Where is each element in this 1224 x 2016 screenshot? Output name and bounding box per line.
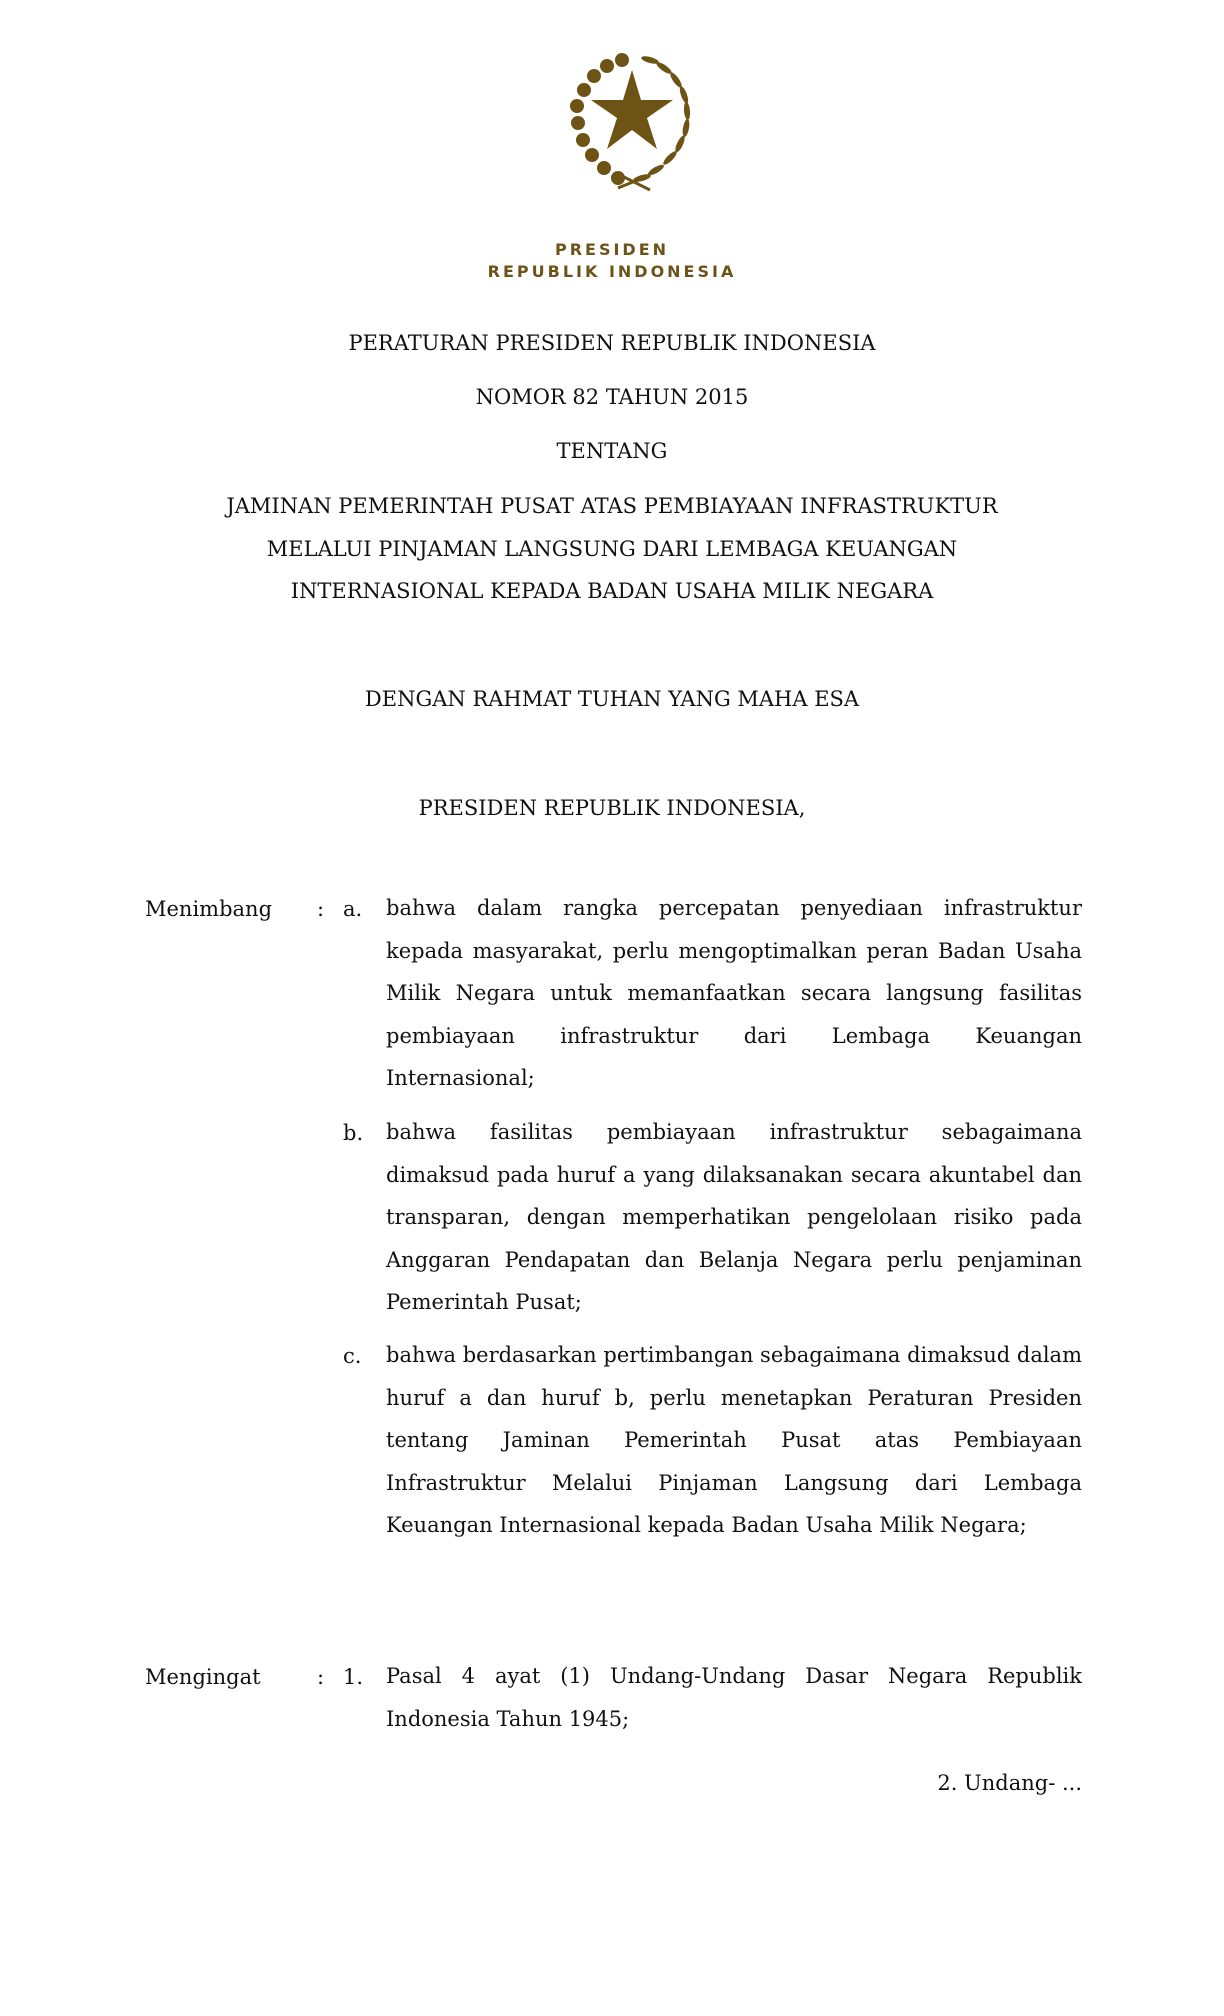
- item-text: Pasal 4 ayat (1) Undang-Undang Dasar Negara Republik Indonesia Tahun 1945;: [386, 1664, 1082, 1731]
- regulation-tentang: TENTANG: [556, 439, 668, 463]
- regulation-number: NOMOR 82 TAHUN 2015: [475, 385, 749, 409]
- item-text: bahwa fasilitas pembiayaan infrastruktur sebagaimana dimaksud pada huruf a yang dilaksanakan secara akuntabel dan transparan, dengan memperhatikan pengelolaan risiko pada Anggaran Pendapatan dan Belanja Negara perlu penjaminan Pemerintah Pusat;: [386, 1120, 1082, 1314]
- letterhead-presiden: PRESIDEN: [554, 240, 670, 259]
- presidential-emblem-icon: [552, 48, 712, 200]
- item-text: bahwa berdasarkan pertimbangan sebagaimana dimaksud dalam huruf a dan huruf b, perlu menetapkan Peraturan Presiden tentang Jaminan Pemerintah Pusat atas Pembiayaan Infrastruktur Melalui Pinjaman Langsung dari Lembaga Keuangan Internasional kepada Badan Usaha Milik Negara;: [386, 1343, 1082, 1537]
- item-number: a.: [343, 897, 363, 921]
- regulation-subject-line: MELALUI PINJAMAN LANGSUNG DARI LEMBAGA KEUANGAN: [266, 537, 958, 561]
- item-number: c.: [343, 1344, 362, 1368]
- colon: :: [317, 897, 325, 921]
- item-number: b.: [343, 1121, 364, 1145]
- regulation-subject-line: JAMINAN PEMERINTAH PUSAT ATAS PEMBIAYAAN INFRASTRUKTUR: [226, 494, 998, 518]
- authority: PRESIDEN REPUBLIK INDONESIA,: [418, 796, 806, 820]
- invocation: DENGAN RAHMAT TUHAN YANG MAHA ESA: [364, 687, 860, 711]
- mengingat-label: Mengingat: [145, 1665, 261, 1689]
- menimbang-label: Menimbang: [145, 897, 273, 921]
- item-text: bahwa dalam rangka percepatan penyediaan infrastruktur kepada masyarakat, perlu mengoptimalkan peran Badan Usaha Milik Negara untuk memanfaatkan secara langsung fasilitas pembiayaan infrastruktur dari Lembaga Keuangan Internasional;: [386, 896, 1082, 1090]
- page-continuation: 2. Undang- ...: [937, 1771, 1082, 1795]
- regulation-subject-line: INTERNASIONAL KEPADA BADAN USAHA MILIK NEGARA: [290, 579, 934, 603]
- regulation-title: PERATURAN PRESIDEN REPUBLIK INDONESIA: [348, 331, 876, 355]
- letterhead-republik-indonesia: REPUBLIK INDONESIA: [487, 262, 737, 281]
- item-number: 1.: [343, 1665, 364, 1689]
- colon: :: [317, 1665, 325, 1689]
